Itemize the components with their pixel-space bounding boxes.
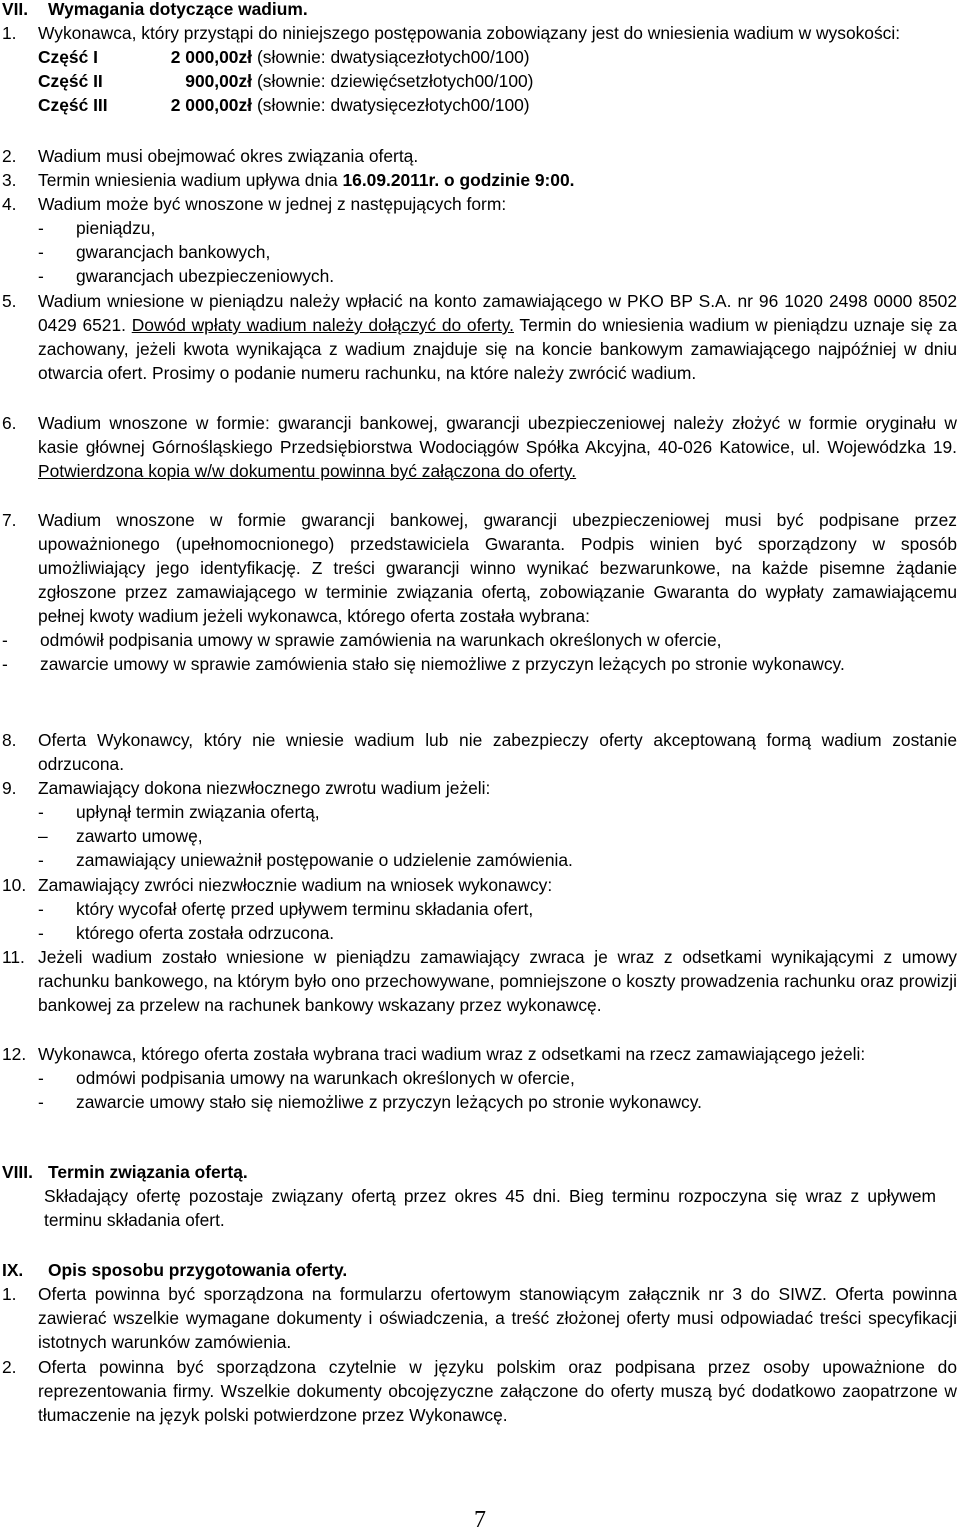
- list-item-9-1: 1. Oferta powinna być sporządzona na formularzu ofertowym stanowiącym załącznik nr 3 do SIWZ. Oferta powinna zawierać wszelkie wymagane dokumenty i oświadczenia, a treść złożonej oferty musi odpowiadać treści specyfikacji istotnych warunków zamówienia.: [2, 1284, 957, 1352]
- section-heading-ix: IX. Opis sposobu przygotowania oferty.: [2, 1260, 348, 1280]
- item-text: Wykonawca, który przystąpi do niniejszego postępowania zobowiązany jest do wniesienia wadium w wysokości:: [38, 23, 901, 43]
- list-item-7-6: 6. Wadium wnoszone w formie: gwarancji bankowej, gwarancji ubezpieczeniowej należy złożyć w formie oryginału w kasie głównej Górnośląskiego Przedsiębiorstwa Wodociągów Spółka Akcyjna, 40-026 Katowice, ul. Wojewódzka 19. Potwierdzona kopia w/w dokumentu powinna być załączona do oferty.: [2, 413, 957, 481]
- deposit-parts-table: [38, 45, 957, 117]
- sub-item: - gwarancjach bankowych,: [38, 242, 271, 262]
- sub-item: - upłynął termin związania ofertą,: [38, 802, 320, 822]
- list-item-7-10: 10. Zamawiający zwróci niezwłocznie wadium na wniosek wykonawcy: - który wycofał ofertę przed upływem terminu składania ofert, - którego oferta została odrzucona.: [2, 873, 957, 945]
- deadline-date: 16.09.2011r. o godzinie 9:00.: [342, 170, 575, 190]
- sub-item: - zamawiający unieważnił postępowanie o udzielenie zamówienia.: [38, 850, 573, 870]
- sub-item: - odmówi podpisania umowy na warunkach określonych w ofercie,: [38, 1068, 575, 1088]
- sub-item: - którego oferta została odrzucona.: [38, 923, 335, 943]
- list-item-7-3: 3. Termin wniesienia wadium upływa dnia 16.09.2011r. o godzinie 9:00.: [2, 170, 575, 190]
- sub-item: - gwarancjach ubezpieczeniowych.: [38, 266, 335, 286]
- list-item-7-7: 7. Wadium wnoszone w formie gwarancji bankowej, gwarancji ubezpieczeniowej musi być podpisane przez upoważnionego (upełnomocnionego) przedstawiciela Gwaranta. Podpis winien być sporządzony w sposób umożliwiający jego identyfikację. Z treści gwarancji winno wynikać bezwarunkowe, na każde pisemne żądanie zgłoszone przez zamawiającego w terminie związania ofertą, zobowiązanie Gwaranta do wypłaty zamawiającemu pełnej kwoty wadium jeżeli wykonawca, którego oferta została wybrana: - odmówił podpisania umowy w sprawie zamówienia na warunkach określonych w ofercie, - zawarcie umowy w sprawie zamówienia stało się niemożliwe z przyczyn leżących po stronie wykonawcy.: [2, 510, 957, 674]
- deposit-part-row: Część I 2 000,00zł (słownie: dwatysiącezłotych00/100): [38, 47, 530, 67]
- list-item-7-11: 11. Jeżeli wadium zostało wniesione w pieniądzu zamawiający zwraca je wraz z odsetkami wynikającymi z umowy rachunku bankowego, na którym było ono przechowywane, pomniejszone o koszty prowadzenia rachunku oraz prowizji bankowej za przelew na rachunek bankowy wskazany przez wykonawcę.: [2, 947, 957, 1015]
- list-item-7-5: 5. Wadium wniesione w pieniądzu należy wpłacić na konto zamawiającego w PKO BP S.A. nr 96 1020 2498 0000 8502 0429 6521. Dowód wpłaty wadium należy dołączyć do oferty. Termin do wniesienia wadium w pieniądzu uznaje się za zachowany, jeżeli kwota wynikająca z wadium znajduje się na koncie bankowym zamawiającego najpóźniej w dniu otwarcia ofert. Prosimy o podanie numeru rachunku, na które należy zwrócić wadium.: [2, 291, 958, 383]
- sub-item: – zawarto umowę,: [38, 826, 203, 846]
- sub-item: - pieniądzu,: [38, 218, 156, 238]
- section-heading-vii: [2, 0, 308, 21]
- list-item-7-4: 4. Wadium może być wnoszone w jednej z następujących form: - pieniądzu, - gwarancjach bankowych, - gwarancjach ubezpieczeniowych.: [2, 192, 957, 288]
- list-item-7-12: 12. Wykonawca, którego oferta została wybrana traci wadium wraz z odsetkami na rzecz zamawiającego jeżeli: - odmówi podpisania umowy na warunkach określonych w ofercie, - zawarcie umowy stało się niemożliwe z przyczyn leżących po stronie wykonawcy.: [2, 1042, 957, 1114]
- sub-item: - odmówił podpisania umowy w sprawie zamówienia na warunkach określonych w ofercie,: [2, 630, 722, 650]
- section-heading-viii: VIII. Termin związania ofertą.: [2, 1162, 248, 1182]
- section-number: VII.: [2, 0, 29, 19]
- section-paragraph: Składający ofertę pozostaje związany ofertą przez okres 45 dni. Bieg terminu rozpoczyna się wraz z upływem terminu składania ofert.: [44, 1186, 936, 1230]
- sub-item: - zawarcie umowy stało się niemożliwe z przyczyn leżących po stronie wykonawcy.: [38, 1092, 702, 1112]
- item-number: 1.: [2, 23, 17, 43]
- list-item-7-9: 9. Zamawiający dokona niezwłocznego zwrotu wadium jeżeli: - upłynął termin związania ofertą, – zawarto umowę, - zamawiający unieważnił postępowanie o udzielenie zamówienia.: [2, 776, 957, 872]
- list-item-9-2: 2. Oferta powinna być sporządzona czytelnie w języku polskim oraz podpisana przez osoby upoważnione do reprezentowania firmy. Wszelkie dokumenty obcojęzyczne załączone do oferty muszą być dodatkowo zaopatrzone w tłumaczenie na język polski potwierdzone przez Wykonawcę.: [2, 1357, 957, 1425]
- deposit-part-row: Część II 900,00zł (słownie: dziewięćsetzłotych00/100): [38, 71, 534, 91]
- page-number: 7: [474, 1507, 486, 1533]
- list-item-7-2: 2. Wadium musi obejmować okres związania ofertą.: [2, 146, 419, 166]
- list-item-7-8: 8. Oferta Wykonawcy, który nie wniesie wadium lub nie zabezpieczy oferty akceptowaną formą wadium zostanie odrzucona.: [2, 730, 957, 774]
- deposit-part-row: Część III 2 000,00zł (słownie: dwatysięcezłotych00/100): [38, 95, 530, 115]
- list-item-7-1: [2, 21, 957, 117]
- sub-item: - zawarcie umowy w sprawie zamówienia stało się niemożliwe z przyczyn leżących po stronie wykonawcy.: [2, 654, 845, 674]
- sub-item: - który wycofał ofertę przed upływem terminu składania ofert,: [38, 899, 534, 919]
- section-title: Wymagania dotyczące wadium.: [48, 0, 308, 19]
